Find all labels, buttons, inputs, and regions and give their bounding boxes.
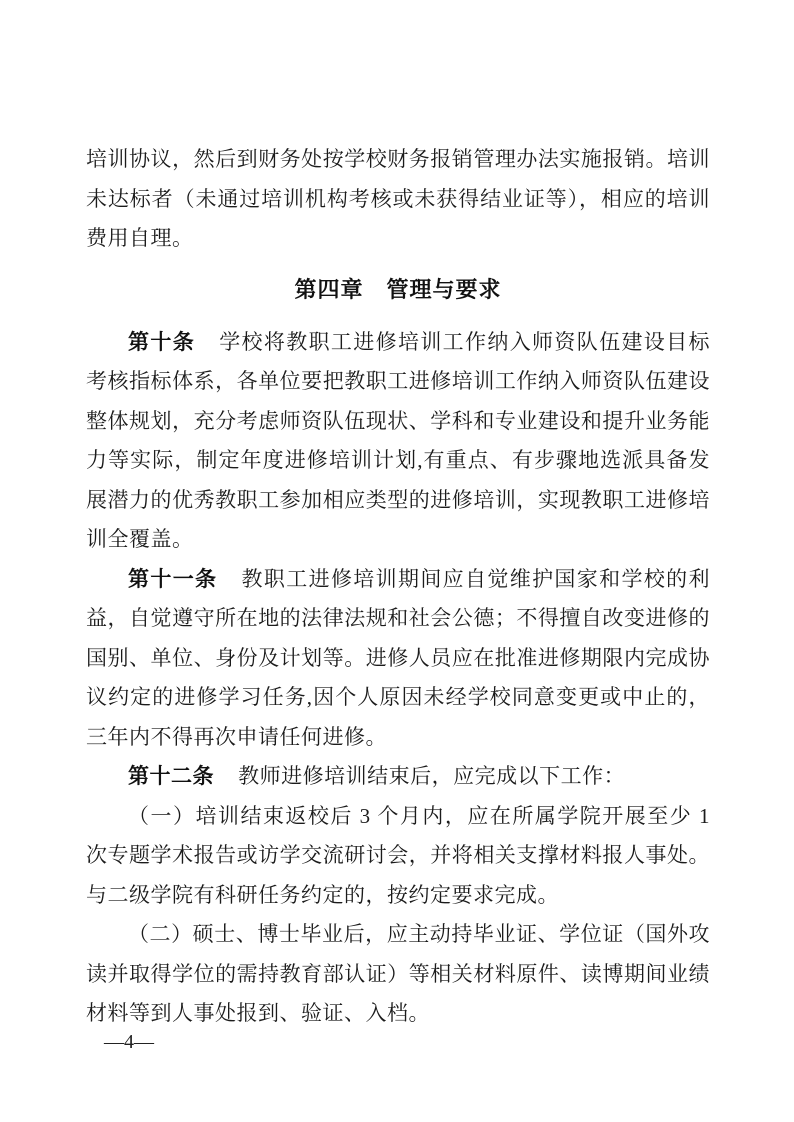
- paragraph-continuation: 培训协议，然后到财务处按学校财务报销管理办法实施报销。培训未达标者（未通过培训机构考核或未获得结业证等），相应的培训费用自理。: [86, 147, 710, 250]
- chapter-heading: 第四章 管理与要求: [294, 276, 502, 302]
- article-11: [86, 560, 710, 758]
- list-item-1: （一）培训结束返校后 3 个月内，应在所属学院开展至少 1 次专题学术报告或访学交流研讨会，并将相关支撑材料报人事处。与二级学院有科研任务约定的，按约定要求完成。: [86, 803, 710, 907]
- article-11-text: 教职工进修培训期间应自觉维护国家和学校的利益，自觉遵守所在地的法律法规和社会公德；不得擅自改变进修的国别、单位、身份及计划等。进修人员应在批准进修期限内完成协议约定的进修学习任务,因个人原因未经学校同意变更或中止的，三年内不得再次申请任何进修。: [86, 566, 711, 749]
- article-10-text: 学校将教职工进修培训工作纳入师资队伍建设目标考核指标体系，各单位要把教职工进修培训工作纳入师资队伍建设整体规划，充分考虑师资队伍现状、学科和专业建设和提升业务能力等实际，制定年度进修培训计划,有重点、有步骤地选派具备发展潜力的优秀教职工参加相应类型的进修培训，实现教职工进修培训全覆盖。: [86, 329, 710, 551]
- article-12-text: 教师进修培训结束后，应完成以下工作：: [238, 764, 626, 788]
- list-item-2: （二）硕士、博士毕业后，应主动持毕业证、学位证（国外攻读并取得学位的需持教育部认证）等相关材料原件、读博期间业绩材料等到人事处报到、验证、入档。: [86, 922, 710, 1025]
- article-10: [86, 323, 710, 560]
- page-number: —4—: [104, 1031, 154, 1053]
- article-12-label: 第十二条: [128, 765, 214, 788]
- article-11-label: 第十一条: [128, 567, 218, 591]
- article-12: [86, 757, 710, 797]
- article-10-label: 第十条: [128, 330, 196, 354]
